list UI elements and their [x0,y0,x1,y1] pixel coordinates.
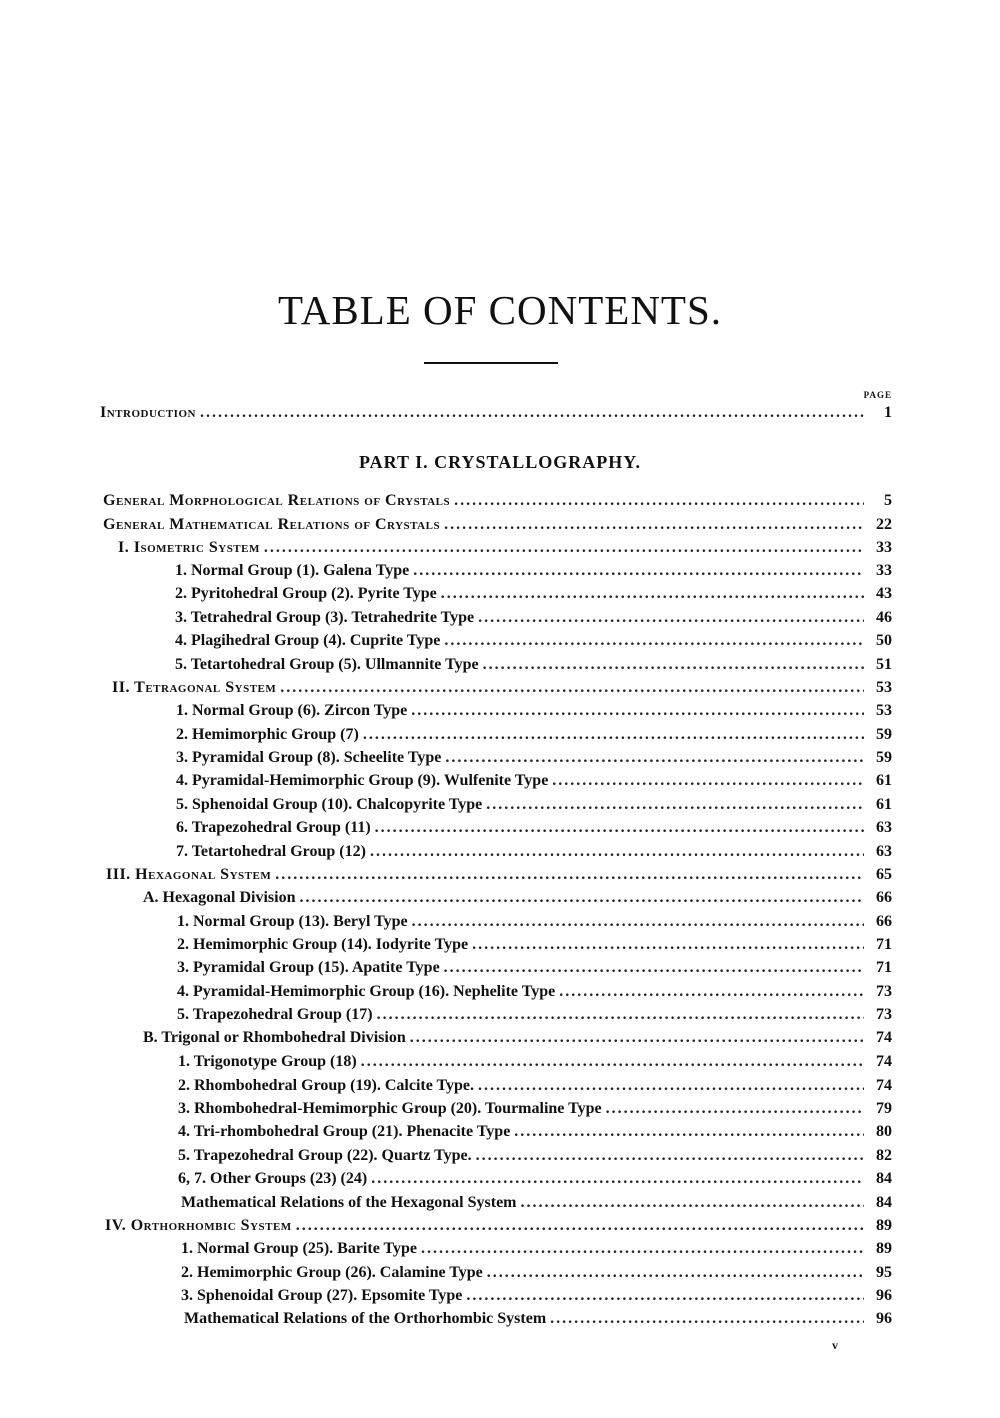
dot-leader [280,677,864,699]
dot-leader [375,817,864,839]
dot-leader [454,490,864,512]
toc-entry-label: III. Hexagonal System [106,866,272,883]
dot-leader [361,1051,864,1073]
toc-entry-page: 82 [876,1147,892,1164]
toc-entry-label: 2. Pyritohedral Group (2). Pyrite Type [175,585,437,602]
dot-leader [371,1168,864,1190]
toc-entry-label: 3. Tetrahedral Group (3). Tetrahedrite Type [175,609,475,626]
toc-entry-label: 1. Normal Group (13). Beryl Type [177,913,408,930]
toc-entry-page: 79 [876,1100,892,1117]
toc-entry[interactable] [103,490,892,512]
dot-leader [445,747,864,769]
toc-entry-page: 96 [876,1310,892,1327]
toc-entry-label: 2. Hemimorphic Group (26). Calamine Type [181,1264,483,1281]
toc-entry-page: 65 [876,866,892,883]
toc-entry[interactable] [176,841,892,863]
toc-entry[interactable] [143,1027,892,1049]
toc-entry[interactable] [177,934,892,956]
toc-entry-page: 22 [876,516,892,533]
dot-leader [363,724,864,746]
toc-entry[interactable] [103,514,892,536]
toc-entry-page: 59 [876,726,892,743]
toc-entry-page: 53 [876,679,892,696]
dot-leader [487,1262,864,1284]
toc-entry[interactable] [143,887,892,909]
toc-entry-page: 59 [876,749,892,766]
toc-entry-page: 73 [876,983,892,1000]
toc-entry[interactable] [178,1075,892,1097]
toc-entry[interactable] [178,1145,892,1167]
toc-entry-label: Mathematical Relations of the Orthorhombic System [184,1310,547,1327]
dot-leader [299,887,864,909]
toc-entry[interactable] [176,724,892,746]
dot-leader [421,1238,864,1260]
toc-entry-label: Mathematical Relations of the Hexagonal System [181,1194,517,1211]
toc-entry-page: 66 [876,889,892,906]
toc-entry-page: 5 [884,492,892,509]
dot-leader [478,607,864,629]
toc-entry-page: 71 [876,936,892,953]
toc-entry-label: Introduction [100,404,196,421]
toc-entry[interactable] [175,630,892,652]
toc-entry-page: 53 [876,702,892,719]
toc-entry-label: 3. Sphenoidal Group (27). Epsomite Type [181,1287,463,1304]
toc-entry-label: II. Tetragonal System [112,679,277,696]
toc-entry[interactable] [176,817,892,839]
toc-entry-page: 43 [876,585,892,602]
toc-entry-label: 4. Tri-rhombohedral Group (21). Phenacite Type [178,1123,511,1140]
toc-entry-label: 6. Trapezohedral Group (11) [176,819,371,836]
toc-entry-page: 61 [876,796,892,813]
toc-entry[interactable] [112,677,892,699]
toc-entry-label: 4. Pyramidal-Hemimorphic Group (16). Nephelite Type [177,983,556,1000]
toc-entry-page: 50 [876,632,892,649]
toc-entry-label: 5. Sphenoidal Group (10). Chalcopyrite Type [176,796,483,813]
dot-leader [377,1004,864,1026]
toc-entry-page: 89 [876,1217,892,1234]
toc-entry[interactable] [178,1098,892,1120]
dot-leader [606,1098,864,1120]
toc-entry-label: 2. Hemimorphic Group (14). Iodyrite Type [177,936,469,953]
dot-leader [410,1027,864,1049]
toc-entry-label: I. Isometric System [118,539,260,556]
toc-entry[interactable] [176,700,892,722]
page-title: TABLE OF CONTENTS. [277,287,723,333]
dot-leader [444,630,864,652]
toc-entry-page: 74 [876,1077,892,1094]
toc-entry-page: 1 [884,404,892,421]
dot-leader [521,1192,864,1214]
toc-entry-label: 5. Trapezohedral Group (17) [177,1006,373,1023]
dot-leader [412,911,864,933]
dot-leader [370,841,864,863]
dot-leader [476,1145,864,1167]
dot-leader [275,864,864,886]
toc-entry[interactable] [181,1262,892,1284]
toc-entry-label: 6, 7. Other Groups (23) (24) [178,1170,368,1187]
signature-mark: v [832,1338,838,1352]
toc-entry[interactable] [178,1051,892,1073]
dot-leader [478,1075,864,1097]
toc-entry-page: 84 [876,1194,892,1211]
toc-entry[interactable] [176,747,892,769]
dot-leader [550,1308,864,1330]
toc-entry-page: 51 [876,656,892,673]
toc-entry[interactable] [175,607,892,629]
toc-entry-label: 4. Pyramidal-Hemimorphic Group (9). Wulfenite Type [176,772,549,789]
toc-entry-label: 7. Tetartohedral Group (12) [176,843,366,860]
toc-entry-label: 1. Normal Group (25). Barite Type [181,1240,417,1257]
toc-entry-page: 73 [876,1006,892,1023]
toc-entry[interactable] [176,794,892,816]
part-heading: PART I. CRYSTALLOGRAPHY. [358,452,642,472]
toc-entry[interactable] [177,1004,892,1026]
toc-entry-page: 63 [876,819,892,836]
toc-entry-page: 63 [876,843,892,860]
toc-entry-label: B. Trigonal or Rhombohedral Division [143,1029,406,1046]
toc-entry[interactable] [175,560,892,582]
toc-entry-page: 84 [876,1170,892,1187]
toc-entry[interactable] [181,1285,892,1307]
toc-entry[interactable] [175,654,892,676]
toc-entry[interactable] [175,583,892,605]
toc-entry-label: General Morphological Relations of Crystals [103,492,451,509]
dot-leader [483,654,864,676]
toc-entry-page: 74 [876,1053,892,1070]
toc-entry[interactable] [184,1308,892,1330]
toc-entry[interactable] [181,1238,892,1260]
page-column-heading: PAGE [863,390,892,400]
dot-leader [486,794,864,816]
toc-entry-page: 33 [876,539,892,556]
toc-entry-page: 89 [876,1240,892,1257]
toc-entry-label: 2. Hemimorphic Group (7) [176,726,359,743]
toc-entry-page: 46 [876,609,892,626]
toc-entry-page: 71 [876,959,892,976]
toc-entry[interactable] [118,537,892,559]
toc-entry-label: IV. Orthorhombic System [105,1217,292,1234]
toc-entry-label: 4. Plagihedral Group (4). Cuprite Type [175,632,441,649]
toc-entry-label: 3. Rhombohedral-Hemimorphic Group (20). Tourmaline Type [178,1100,602,1117]
dot-leader [466,1285,864,1307]
toc-entry-label: 1. Normal Group (1). Galena Type [175,562,410,579]
dot-leader [472,934,864,956]
dot-leader [552,770,864,792]
toc-entry-page: 80 [876,1123,892,1140]
toc-entry-page: 66 [876,913,892,930]
dot-leader [559,981,864,1003]
dot-leader [444,957,864,979]
toc-entry-label: 3. Pyramidal Group (15). Apatite Type [177,959,440,976]
toc-entry-page: 96 [876,1287,892,1304]
toc-entry[interactable] [177,981,892,1003]
toc-entry-label: 5. Tetartohedral Group (5). Ullmannite Type [175,656,479,673]
toc-entry[interactable] [106,864,892,886]
dot-leader [514,1121,864,1143]
toc-entry-page: 33 [876,562,892,579]
toc-entry-label: A. Hexagonal Division [143,889,296,906]
toc-entry-label: 1. Trigonotype Group (18) [178,1053,357,1070]
toc-entry-page: 61 [876,772,892,789]
dot-leader [413,560,864,582]
toc-entry-page: 95 [876,1264,892,1281]
toc-entry[interactable] [178,1121,892,1143]
toc-entry[interactable] [105,1215,892,1237]
dot-leader [444,514,864,536]
toc-entry-label: General Mathematical Relations of Crystals [103,516,441,533]
toc-entry-label: 1. Normal Group (6). Zircon Type [176,702,408,719]
toc-entry[interactable] [176,770,892,792]
dot-leader [264,537,864,559]
toc-entry-label: 2. Rhombohedral Group (19). Calcite Type. [178,1077,475,1094]
toc-entry-label: 5. Trapezohedral Group (22). Quartz Type. [178,1147,472,1164]
toc-entry[interactable] [181,1192,892,1214]
dot-leader [296,1215,864,1237]
toc-entry[interactable] [177,957,892,979]
dot-leader [441,583,864,605]
toc-entry-page: 74 [876,1029,892,1046]
toc-entry-label: 3. Pyramidal Group (8). Scheelite Type [176,749,442,766]
dot-leader [411,700,864,722]
toc-entry[interactable] [178,1168,892,1190]
toc-entry[interactable] [177,911,892,933]
